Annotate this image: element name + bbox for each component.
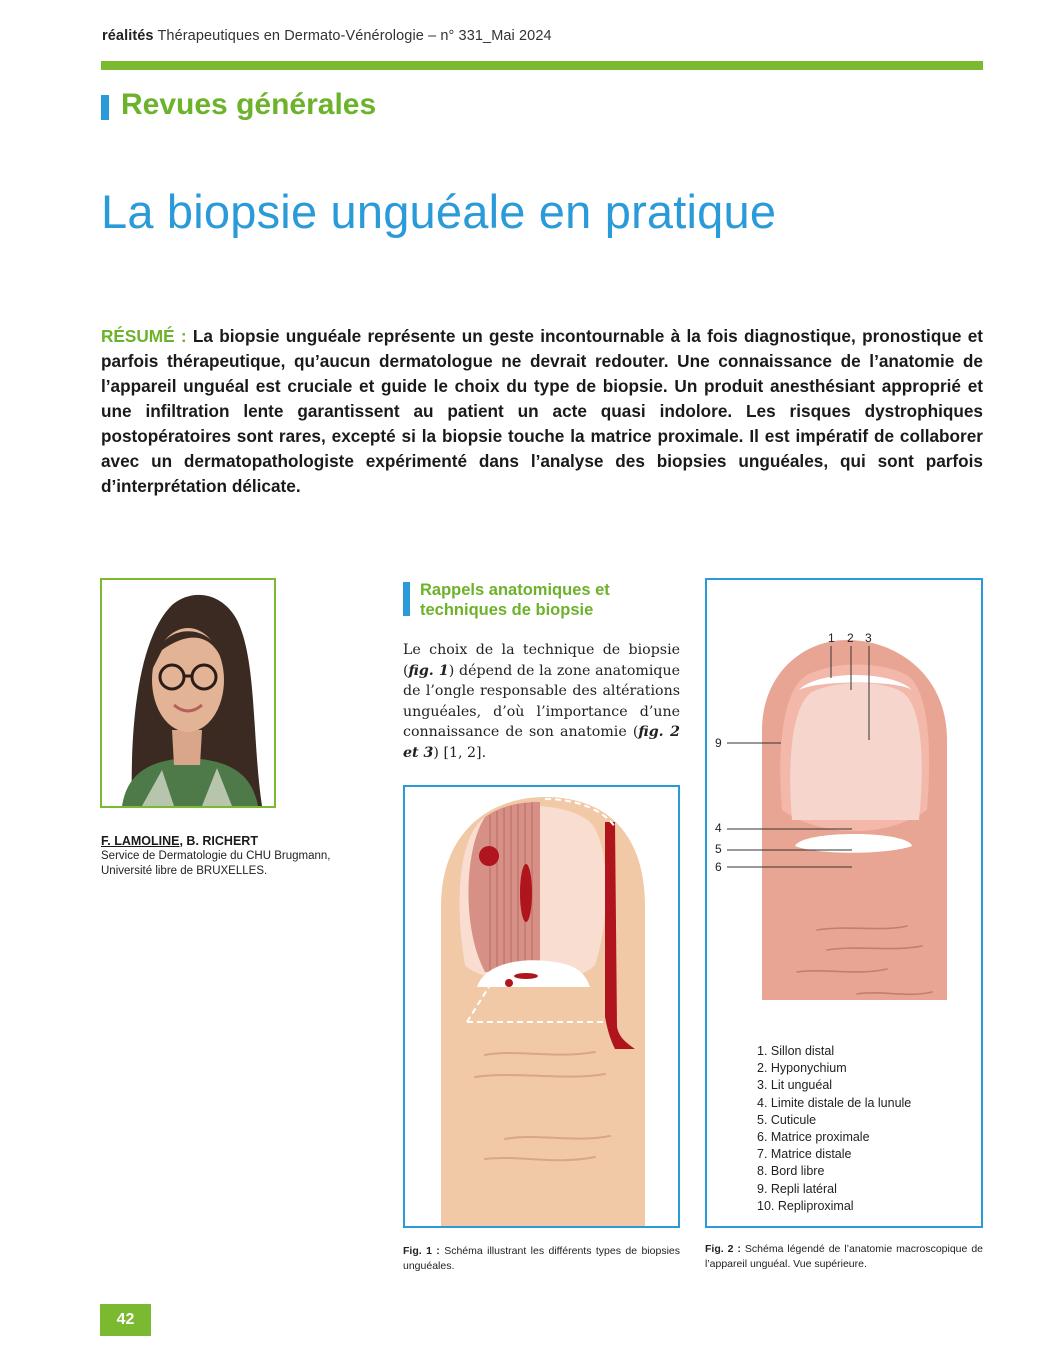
- page-number: 42: [100, 1304, 151, 1336]
- label-number-4: 4: [715, 821, 722, 835]
- figure-2-caption: [705, 1242, 983, 1272]
- journal-header: [102, 28, 552, 44]
- body-text-3: ) [1, 2].: [433, 744, 487, 761]
- author-portrait-illustration: [102, 580, 274, 806]
- article-title: La biopsie unguéale en pratique: [101, 185, 777, 238]
- affiliation-line-2: Université libre de BRUXELLES.: [101, 865, 268, 877]
- label-number-6: 6: [715, 860, 722, 874]
- figure-1-caption: [403, 1244, 680, 1274]
- figure-2-caption-text: Schéma légendé de l’anatomie macroscopique de l’appareil unguéal. Vue supérieure.: [705, 1243, 983, 1270]
- figure-1: [403, 785, 680, 1228]
- label-number-2: 2: [847, 631, 854, 645]
- abstract-label: RÉSUMÉ :: [101, 326, 187, 346]
- body-text-2: ) dépend de la zone anatomique de l’ongle responsable des altérations unguéales, d’où l’importance d’une connaissance de son anatomie (: [403, 662, 680, 740]
- anatomy-legend: [757, 1043, 911, 1215]
- authors: [101, 834, 258, 848]
- section-label: Revues générales: [121, 88, 377, 121]
- abstract-text: La biopsie unguéale représente un geste incontournable à la fois diagnostique, pronostique et parfois thérapeutique, qu’aucun dermatologue ne devrait redouter. Une connaissance de l’anatomie de l’appareil unguéal est cruciale et guide le choix du type de biopsie. Un produit anesthésiant approprié et une infiltration lente garantissent au patient un acte quasi indolore. Les risques dystrophiques postopératoires sont rares, excepté si la biopsie touche la matrice proximale. Il est impératif de collaborer avec un dermatopathologiste expérimenté dans l’analyse des biopsies unguéales, qui sont parfois d’interprétation délicate.: [101, 326, 983, 496]
- figure-2-label: Fig. 2 :: [705, 1243, 741, 1255]
- legend-item: 5. Cuticule: [757, 1112, 817, 1127]
- subheading-marker: [403, 582, 410, 616]
- author-first: F. LAMOLINE: [101, 834, 180, 848]
- legend-item: 1. Sillon distal: [757, 1044, 835, 1058]
- label-number-1: 1: [828, 631, 835, 645]
- author-separator: ,: [179, 834, 187, 848]
- affiliation-line-1: Service de Dermatologie du CHU Brugmann,: [101, 850, 331, 862]
- journal-brand: réalités: [102, 28, 154, 44]
- label-number-9: 9: [715, 736, 722, 750]
- figure-1-caption-text: Schéma illustrant les différents types de biopsies unguéales.: [403, 1245, 680, 1272]
- legend-item: 4. Limite distale de la lunule: [757, 1095, 912, 1110]
- legend-item: 6. Matrice proximale: [757, 1130, 870, 1145]
- legend-item: 7. Matrice distale: [757, 1147, 852, 1162]
- header-rule: [101, 61, 983, 70]
- fig-ref-2: fig. 2 et 3: [403, 724, 680, 761]
- section-marker: [101, 95, 109, 120]
- legend-item: 8. Bord libre: [757, 1164, 825, 1179]
- fig-ref-1: fig. 1: [408, 662, 449, 679]
- label-number-3: 3: [865, 631, 872, 645]
- label-number-5: 5: [715, 842, 722, 856]
- finger-biopsy-diagram: [405, 787, 678, 1226]
- author-photo: [100, 578, 276, 808]
- figure-1-label: Fig. 1 :: [403, 1245, 440, 1257]
- body-paragraph: [403, 640, 680, 763]
- legend-item: 2. Hyponychium: [757, 1061, 847, 1076]
- author-second: B. RICHERT: [186, 834, 258, 848]
- legend-item: 9. Repli latéral: [757, 1181, 837, 1196]
- body-text-1: Le choix de la technique de biopsie (: [403, 642, 680, 679]
- abstract: [101, 324, 983, 499]
- legend-item: 3. Lit unguéal: [757, 1078, 833, 1093]
- subheading: Rappels anatomiques et techniques de biopsie: [420, 581, 610, 619]
- legend-item: 10. Repliproximal: [757, 1198, 854, 1213]
- journal-issue: Thérapeutiques en Dermato-Vénérologie – n° 331_Mai 2024: [157, 28, 552, 44]
